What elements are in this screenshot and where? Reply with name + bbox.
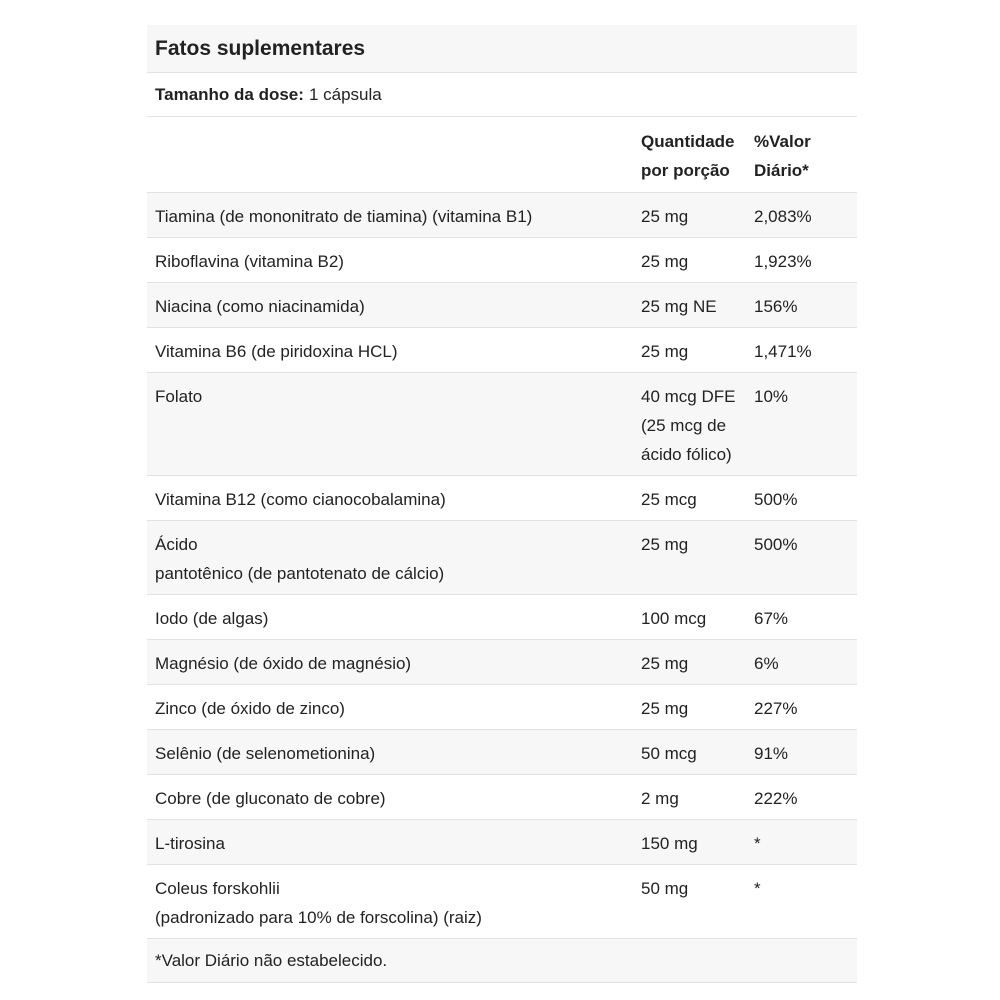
daily-value: 227% bbox=[751, 685, 857, 730]
daily-value: 6% bbox=[751, 640, 857, 685]
amount-per-serving: 25 mg bbox=[634, 238, 751, 283]
amount-per-serving: 25 mg NE bbox=[634, 283, 751, 328]
header-daily-value: %Valor Diário* bbox=[751, 117, 857, 193]
table-row bbox=[147, 328, 857, 373]
amount-per-serving: 25 mcg bbox=[634, 476, 751, 521]
nutrient-name: L-tirosina bbox=[147, 820, 634, 865]
table-row bbox=[147, 476, 857, 521]
nutrient-name: Zinco (de óxido de zinco) bbox=[147, 685, 634, 730]
table-row bbox=[147, 193, 857, 238]
daily-value: * bbox=[751, 865, 857, 939]
nutrient-name: Cobre (de gluconato de cobre) bbox=[147, 775, 634, 820]
daily-value: 500% bbox=[751, 521, 857, 595]
nutrient-name: Niacina (como niacinamida) bbox=[147, 283, 634, 328]
daily-value: 1,923% bbox=[751, 238, 857, 283]
daily-value: 500% bbox=[751, 476, 857, 521]
daily-value: 67% bbox=[751, 595, 857, 640]
daily-value: 156% bbox=[751, 283, 857, 328]
amount-per-serving: 25 mg bbox=[634, 685, 751, 730]
nutrient-name: Riboflavina (vitamina B2) bbox=[147, 238, 634, 283]
table-row bbox=[147, 685, 857, 730]
amount-per-serving: 40 mcg DFE (25 mcg de ácido fólico) bbox=[634, 373, 751, 476]
daily-value: 2,083% bbox=[751, 193, 857, 238]
serving-size-label: Tamanho da dose: bbox=[155, 84, 304, 104]
supplement-facts-panel bbox=[147, 25, 857, 983]
amount-per-serving: 150 mg bbox=[634, 820, 751, 865]
daily-value: 1,471% bbox=[751, 328, 857, 373]
nutrient-name: Tiamina (de mononitrato de tiamina) (vitamina B1) bbox=[147, 193, 634, 238]
nutrient-name: Folato bbox=[147, 373, 634, 476]
amount-per-serving: 25 mg bbox=[634, 640, 751, 685]
amount-per-serving: 25 mg bbox=[634, 328, 751, 373]
table-row bbox=[147, 775, 857, 820]
nutrient-name: Vitamina B12 (como cianocobalamina) bbox=[147, 476, 634, 521]
table-row bbox=[147, 640, 857, 685]
daily-value: 91% bbox=[751, 730, 857, 775]
nutrient-name: Ácido pantotênico (de pantotenato de cálcio) bbox=[147, 521, 634, 595]
table-row bbox=[147, 595, 857, 640]
amount-per-serving: 2 mg bbox=[634, 775, 751, 820]
table-row bbox=[147, 373, 857, 476]
table-row bbox=[147, 521, 857, 595]
title-row bbox=[147, 25, 857, 73]
table-row bbox=[147, 238, 857, 283]
amount-per-serving: 25 mg bbox=[634, 521, 751, 595]
page-title: Fatos suplementares bbox=[155, 36, 366, 60]
amount-per-serving: 100 mcg bbox=[634, 595, 751, 640]
table-row bbox=[147, 820, 857, 865]
nutrient-name: Iodo (de algas) bbox=[147, 595, 634, 640]
daily-value: 10% bbox=[751, 373, 857, 476]
table-row bbox=[147, 865, 857, 939]
amount-per-serving: 50 mcg bbox=[634, 730, 751, 775]
nutrient-name: Coleus forskohlii (padronizado para 10% de forscolina) (raiz) bbox=[147, 865, 634, 939]
serving-size-row bbox=[147, 73, 857, 117]
nutrient-name: Magnésio (de óxido de magnésio) bbox=[147, 640, 634, 685]
footnote: *Valor Diário não estabelecido. bbox=[155, 950, 388, 970]
amount-per-serving: 50 mg bbox=[634, 865, 751, 939]
nutrient-name: Selênio (de selenometionina) bbox=[147, 730, 634, 775]
table-row bbox=[147, 730, 857, 775]
table-row bbox=[147, 283, 857, 328]
footnote-row bbox=[147, 939, 857, 983]
serving-size-value: 1 cápsula bbox=[308, 84, 382, 104]
daily-value: * bbox=[751, 820, 857, 865]
nutrient-table bbox=[147, 117, 857, 939]
header-nutrient bbox=[147, 117, 634, 193]
amount-per-serving: 25 mg bbox=[634, 193, 751, 238]
nutrient-name: Vitamina B6 (de piridoxina HCL) bbox=[147, 328, 634, 373]
table-header-row bbox=[147, 117, 857, 193]
daily-value: 222% bbox=[751, 775, 857, 820]
header-amount-per-serving: Quantidade por porção bbox=[634, 117, 751, 193]
